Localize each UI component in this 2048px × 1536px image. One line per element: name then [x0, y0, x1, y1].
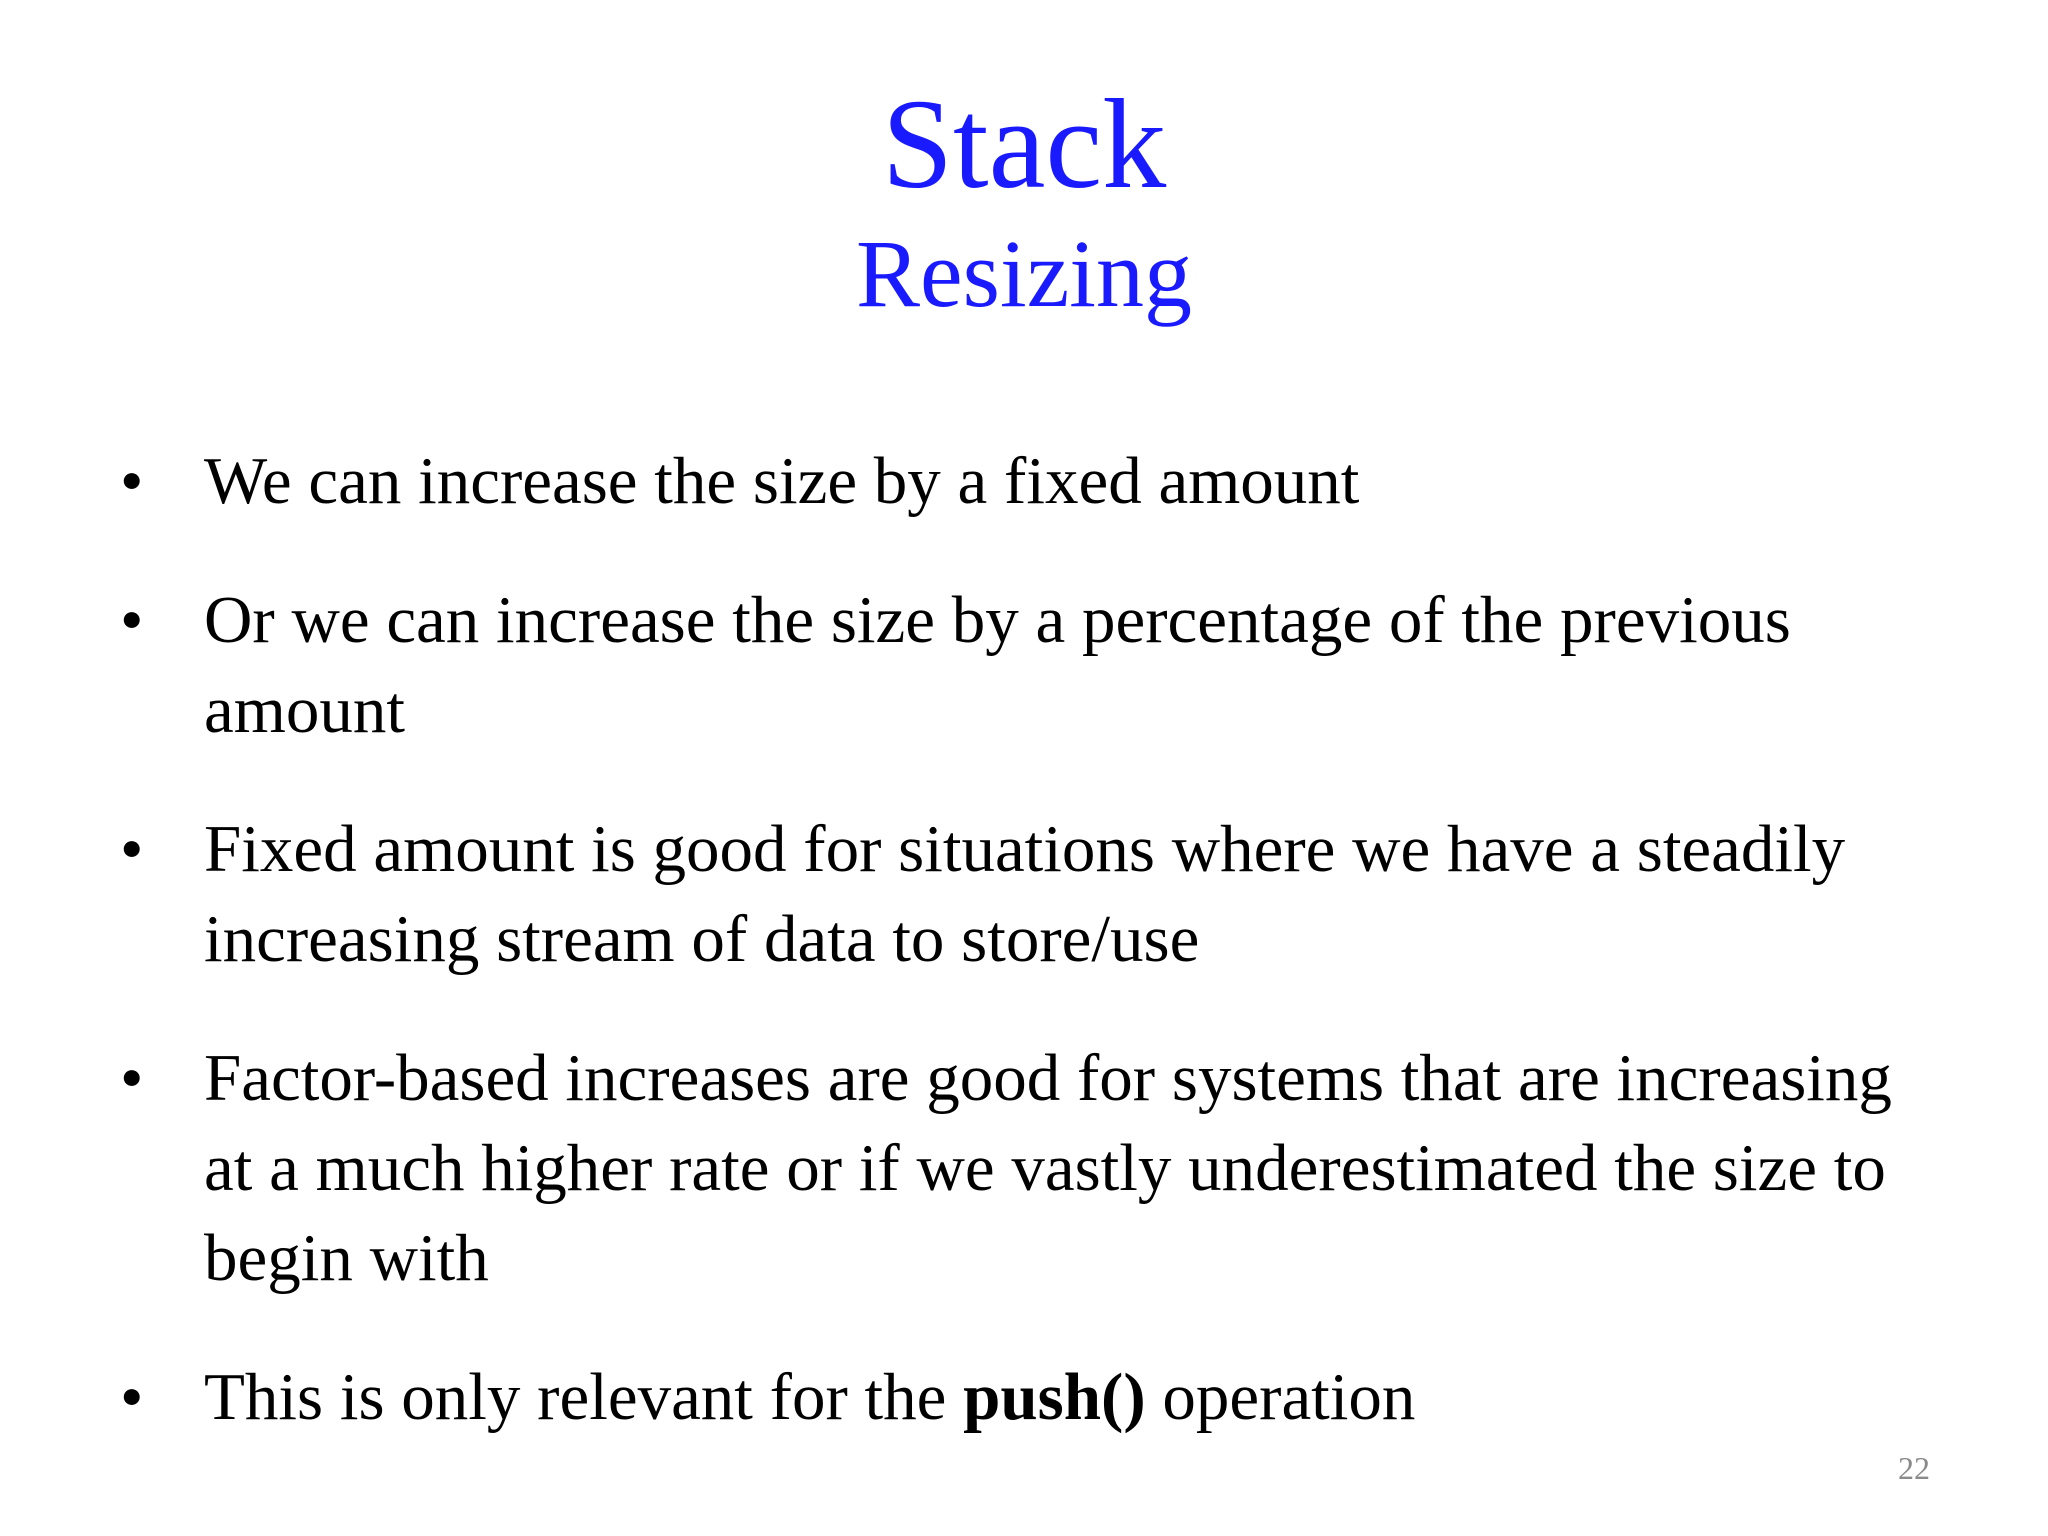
bullet-text: Fixed amount is good for situations where we have a steadily increasing stream of data to store/use — [204, 812, 1846, 976]
page-number: 22 — [1898, 1450, 1930, 1486]
bullet-text-after: operation — [1145, 1360, 1416, 1434]
bullet-text: We can increase the size by a fixed amount — [204, 444, 1360, 518]
bullet-marker: • — [120, 583, 144, 657]
bullet-text: Factor-based increases are good for systems that are increasing at a much higher rate or if we vastly underestimated the size to begin with — [204, 1041, 1892, 1295]
bullet-item — [120, 1033, 1950, 1303]
bullet-text — [204, 1360, 1415, 1434]
bullet-item — [120, 575, 1950, 755]
bullet-marker: • — [120, 812, 144, 886]
slide-title: Stack — [881, 73, 1167, 215]
bullet-marker: • — [120, 1041, 144, 1115]
bullet-item — [120, 436, 1950, 526]
bullet-text-bold: push() — [963, 1360, 1146, 1434]
slide-subtitle: Resizing — [856, 220, 1192, 327]
bullet-marker: • — [120, 444, 144, 518]
bullet-text: Or we can increase the size by a percentage of the previous amount — [204, 583, 1791, 747]
bullet-item — [120, 1352, 1950, 1442]
bullet-text-before: This is only relevant for the — [204, 1360, 964, 1434]
bullet-item — [120, 804, 1950, 984]
bullet-marker: • — [120, 1360, 144, 1434]
bullet-list — [120, 436, 1950, 1491]
